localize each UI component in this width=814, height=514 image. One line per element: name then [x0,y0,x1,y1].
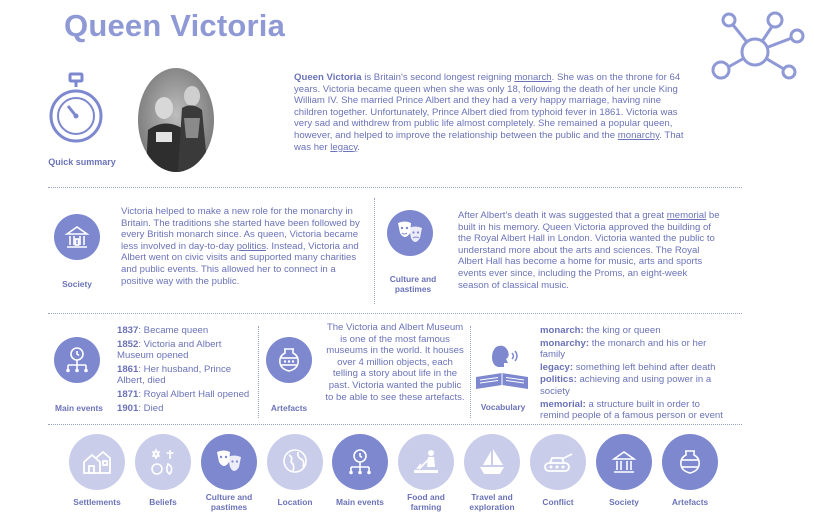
palace-icon [610,448,638,476]
vocab-item: memorial: a structure built in order to remind people of a famous person or event [540,398,723,422]
summary-name: Queen Victoria [294,72,362,83]
artefacts-label: Artefacts [270,403,308,413]
event-item: 1852: Victoria and Albert Museum opened [117,338,222,362]
event-item: 1837: Became queen [117,325,209,336]
network-icon [703,8,807,86]
vocabulary-label: Vocabulary [480,402,526,412]
nav-culture[interactable] [201,434,257,490]
nav-location-label: Location [277,497,313,507]
nav-travel-label: Travel and exploration [469,492,515,512]
nav-travel[interactable] [464,434,520,490]
nav-location[interactable] [267,434,323,490]
summary-text: Queen Victoria is Britain's second longest reigning monarch. She was on the throne for 64 years. Victoria became queen when she was only 18, following the death of her uncle King William IV. She married Prince Albert and they had a very happy marriage, having nine children together. Unfortunately, Prince Albert died from typhoid fever in 1861. Victoria was very sad and withdrew from public life almost completely. She remained a popular queen, however, and helped to improve the relationship between the public and the monarchy. That was her legacy. [294,72,684,153]
timeline-icon [346,448,374,476]
artefacts-text: The Victoria and Albert Museum is one of the most famous museums in the world. It houses over 4 million objects, each telling a story about life in the past. Victoria wanted the public to be able to see these artefacts. [325,322,465,403]
victoria-albert-portrait [138,68,214,172]
vocabulary-list [540,325,730,423]
nav-artefacts-label: Artefacts [671,497,709,507]
stopwatch-icon [48,72,104,148]
keyword-memorial[interactable]: memorial [666,210,707,221]
nav-society[interactable] [596,434,652,490]
events-list [117,325,257,416]
keyword-politics[interactable]: politics [236,240,267,252]
palace-icon [63,223,91,251]
farming-icon [411,448,441,476]
event-item: 1861: Her husband, Prince Albert, died [117,363,232,387]
nav-settlements-label: Settlements [73,497,121,507]
nav-main-events[interactable] [332,434,388,490]
quick-summary-label: Quick summary [48,157,116,167]
vase-icon [677,448,703,476]
reading-person-icon [474,343,530,391]
vocab-item: monarchy: the monarch and his or her family [540,337,707,361]
main-events-icon-circle [54,337,100,383]
theatre-masks-icon [395,219,425,247]
theatre-masks-icon [214,448,244,476]
nav-culture-label: Culture and pastimes [205,492,253,512]
tank-icon [542,449,574,475]
keyword-legacy[interactable]: legacy [330,141,358,153]
divider [374,198,375,304]
culture-text: After Albert's death it was suggested that a great memorial be built in his memory. Queen Victoria approved the building of the Royal Albert Hall in London. Victoria wanted the public to understand more about the arts and sciences. The Royal Albert Hall has become a home for music, arts and sports events ever since, including the Proms, an eight-week season of classical music. [458,210,720,291]
society-icon-circle [54,214,100,260]
nav-conflict-label: Conflict [542,497,574,507]
divider [470,326,471,418]
nav-food-farming-label: Food and farming [407,492,445,512]
timeline-icon [63,346,91,374]
divider [48,424,742,425]
society-text: Victoria helped to make a new role for the monarchy in Britain. The traditions she started have been followed by every British monarch since. As queen, Victoria became less involved in day-to-day politics. Instead, Victoria and Albert went on civic visits and supported many charities and public events. This allowed her to connect in a positive way with the public. [121,206,360,287]
nav-society-label: Society [609,497,639,507]
society-label: Society [62,279,92,289]
vocab-item: monarch: the king or queen [540,325,661,336]
vocab-item: legacy: something left behind after death [540,361,716,373]
nav-artefacts[interactable] [662,434,718,490]
divider [48,187,742,188]
nav-beliefs[interactable] [135,434,191,490]
culture-label: Culture and pastimes [389,274,437,294]
event-item: 1901: Died [117,402,164,414]
main-events-label: Main events [55,403,103,413]
beliefs-icon [148,447,178,477]
nav-main-events-label: Main events [336,497,384,507]
ship-icon [476,447,508,477]
keyword-monarch[interactable]: monarch [514,72,552,83]
nav-conflict[interactable] [530,434,586,490]
settlement-icon [81,448,113,476]
location-icon [281,447,309,477]
nav-settlements[interactable] [69,434,125,490]
nav-beliefs-label: Beliefs [149,497,177,507]
culture-icon-circle [387,210,433,256]
page-title: Queen Victoria [64,8,286,43]
divider [48,313,742,314]
vase-icon [276,346,302,374]
event-item: 1871: Royal Albert Hall opened [117,388,250,400]
vocab-item: politics: achieving and using power in a society [540,374,712,397]
keyword-monarchy[interactable]: monarchy [617,129,660,141]
nav-food-farming[interactable] [398,434,454,490]
artefacts-icon-circle [266,337,312,383]
